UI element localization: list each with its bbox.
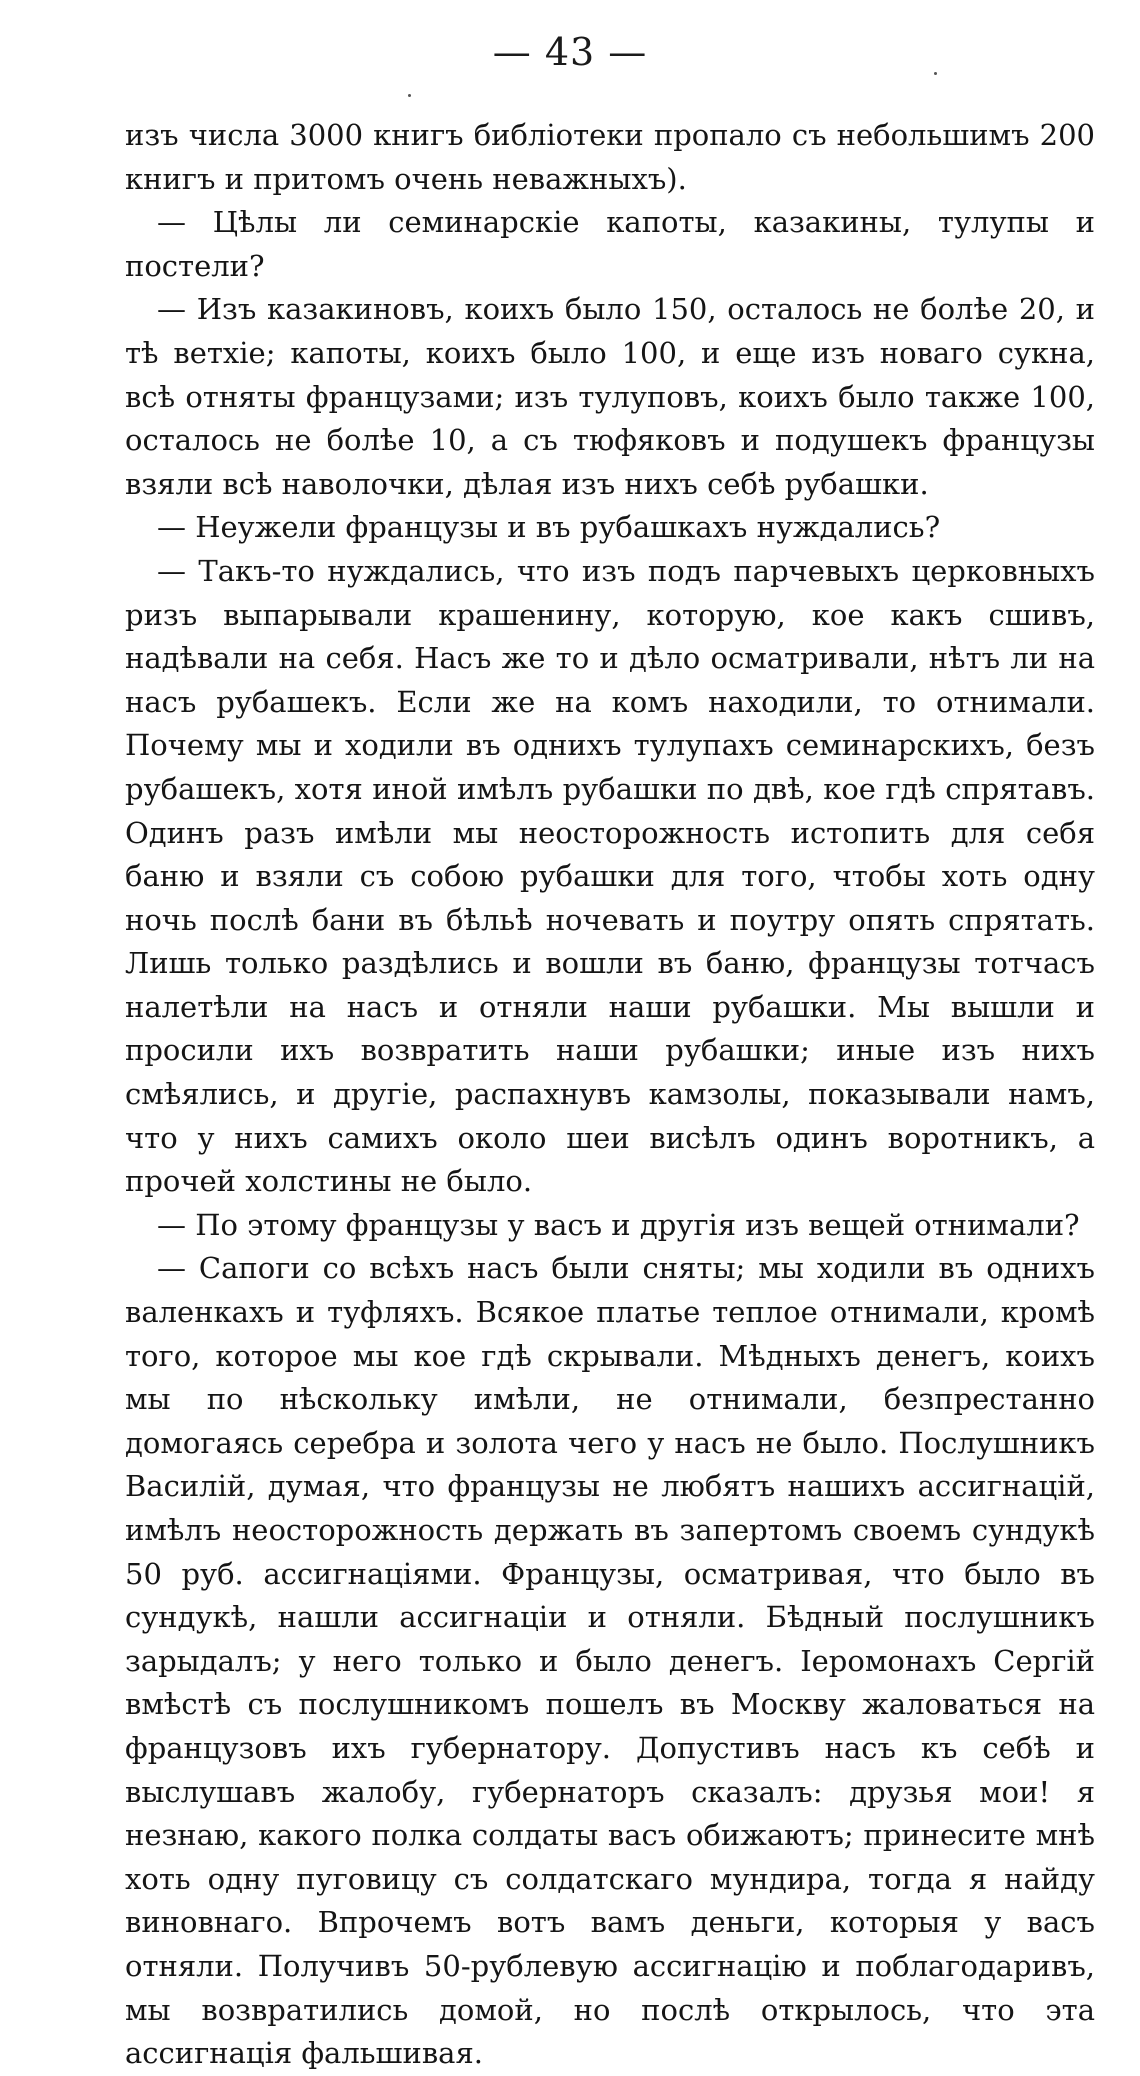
paragraph: — Такъ-то нуждались, что изъ подъ парчевыхъ церковныхъ ризъ выпарывали крашенину, которую, кое какъ сшивъ, надѣвали на себя. Насъ же то и дѣло осматривали, нѣтъ ли на насъ рубашекъ. Если же на комъ находили, то отнимали. Почему мы и ходили въ однихъ тулупахъ семинарскихъ, безъ рубашекъ, хотя иной имѣлъ рубашки по двѣ, кое гдѣ спрятавъ. Одинъ разъ имѣли мы неосторожность истопить для себя баню и взяли съ собою рубашки для того, чтобы хоть одну ночь послѣ бани въ бѣльѣ ночевать и поутру опять спрятать. Лишь только раздѣлись и вошли въ баню, французы тотчасъ налетѣли на насъ и отняли наши рубашки. Мы вышли и просили ихъ возвратить наши рубашки; иные изъ нихъ смѣялись, и другіе, распахнувъ камзолы, показывали намъ, что у нихъ самихъ около шеи висѣлъ одинъ воротникъ, а прочей холстины не было. <box>125 553 1095 1199</box>
page-number: — 43 — <box>492 30 648 74</box>
print-speck <box>934 72 937 75</box>
body-text <box>125 114 1095 2076</box>
paragraph: — Цѣлы ли семинарскіе капоты, казакины, тулупы и постели? <box>125 205 1095 283</box>
print-speck <box>408 94 411 97</box>
paragraph: — Неужели французы и въ рубашкахъ нуждались? <box>157 510 941 545</box>
paragraph: изъ числа 3000 книгъ библіотеки пропало съ небольшимъ 200 книгъ и притомъ очень неважныхъ). <box>125 118 1095 196</box>
paragraph: — Изъ казакиновъ, коихъ было 150, осталось не болѣе 20, и тѣ ветхіе; капоты, коихъ было 100, и еще изъ новаго сукна, всѣ отняты французами; изъ тулуповъ, коихъ было также 100, осталось не болѣе 10, а съ тюфяковъ и подушекъ французы взяли всѣ наволочки, дѣлая изъ нихъ себѣ рубашки. <box>125 292 1095 501</box>
paragraph: — Сапоги со всѣхъ насъ были сняты; мы ходили въ однихъ валенкахъ и туфляхъ. Всякое платье теплое отнимали, кромѣ того, которое мы кое гдѣ скрывали. Мѣдныхъ денегъ, коихъ мы по нѣскольку имѣли, не отнимали, безпрестанно домогаясь серебра и золота чего у насъ не было. Послушникъ Василій, думая, что французы не любятъ нашихъ ассигнацій, имѣлъ неосторожность держать въ запертомъ своемъ сундукѣ 50 руб. ассигнаціями. Французы, осматривая, что было въ сундукѣ, нашли ассигнаціи и отняли. Бѣдный послушникъ зарыдалъ; у него только и было денегъ. Іеромонахъ Сергій вмѣстѣ съ послушникомъ пошелъ въ Москву жаловаться на французовъ ихъ губернатору. Допустивъ насъ къ себѣ и выслушавъ жалобу, губернаторъ сказалъ: друзья мои! я незнаю, какого полка солдаты васъ обижаютъ; принесите мнѣ хоть одну пуговицу съ солдатскаго мундира, тогда я найду виновнаго. Впрочемъ вотъ вамъ деньги, которыя у васъ отняли. Получивъ 50-рублевую ассигнацію и поблагодаривъ, мы возвратились домой, но послѣ открылось, что эта ассигнація фальшивая. <box>125 1251 1095 2071</box>
paragraph: — По этому французы у васъ и другія изъ вещей отнимали? <box>157 1207 1080 1242</box>
